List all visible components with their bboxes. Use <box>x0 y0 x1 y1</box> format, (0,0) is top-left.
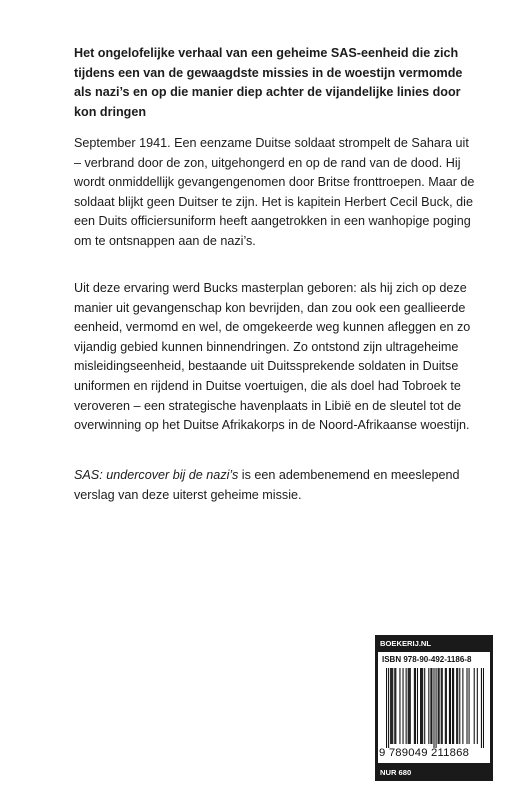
blurb-paragraph-3 <box>74 466 479 505</box>
barcode-bar <box>394 668 395 744</box>
barcode-bar <box>414 668 415 744</box>
blurb-intro: Het ongelofelijke verhaal van een geheime SAS-eenheid die zich tijdens een van de gewaagdste missies in de woestijn vermomde als nazi’s en op die manier diep achter de vijandelijke linies door kon dringen <box>74 46 463 119</box>
barcode-bar <box>442 668 443 744</box>
barcode-bar <box>392 668 393 744</box>
barcode-box <box>378 652 490 763</box>
barcode-bar <box>395 668 396 744</box>
barcode-bar <box>433 668 434 748</box>
barcode-panel <box>375 635 493 781</box>
barcode-digits: 9 789049 211868 <box>379 747 470 759</box>
barcode-bar <box>403 668 404 744</box>
barcode-bar <box>409 668 410 744</box>
barcode-bar <box>421 668 422 744</box>
isbn-label: ISBN 978-90-492-1186-8 <box>382 655 472 664</box>
barcode-bar <box>453 668 454 744</box>
barcode-bar <box>428 668 429 744</box>
barcode-bar <box>462 668 463 744</box>
barcode-bar <box>456 668 457 744</box>
blurb-paragraph-1: September 1941. Een eenzame Duitse soldaat strompelt de Sahara uit – verbrand door de zon, uitgehongerd en op de rand van de dood. Hij wordt onmiddellijk gevangengenomen door Britse fronttroepen. Maar de soldaat blijkt geen Duitser te zijn. Het is kapitein Herbert Cecil Buck, die een Duits officiersuniform heeft aangetrokken in een wanhopige poging om te ontsnappen aan de nazi’s. <box>74 136 475 248</box>
barcode-bar <box>406 668 407 744</box>
barcode-bar <box>408 668 409 744</box>
barcode-bar <box>422 668 423 744</box>
barcode-bar <box>415 668 416 744</box>
barcode-bar <box>430 668 431 744</box>
nur-code: NUR 680 <box>380 768 412 777</box>
barcode-bar <box>439 668 440 744</box>
barcode-bar <box>436 668 437 748</box>
barcode-bar <box>450 668 451 744</box>
barcode-bar <box>449 668 450 744</box>
barcode-bar <box>438 668 439 744</box>
barcode-bar <box>474 668 475 744</box>
barcode-bar <box>477 668 478 744</box>
barcode-bar <box>457 668 458 744</box>
barcode-bar <box>388 668 389 748</box>
barcode-bar <box>431 668 432 744</box>
barcode-bar <box>459 668 460 744</box>
barcode-bar <box>481 668 482 748</box>
book-title-italic: SAS: undercover bij de nazi’s <box>74 468 239 482</box>
blurb-paragraph-3-rest: is een adembenemend en meeslepend verslag van deze uiterst geheime missie. <box>74 468 460 502</box>
barcode-bar <box>399 668 400 744</box>
barcode-bar <box>410 668 411 744</box>
barcode-bar <box>391 668 392 744</box>
barcode-bar <box>445 668 446 744</box>
barcode-bar <box>424 668 425 744</box>
barcode-bar <box>483 668 484 748</box>
blurb-paragraph-2: Uit deze ervaring werd Bucks masterplan geboren: als hij zich op deze manier uit gevangenschap kon bevrijden, dan zou ook een geallieerde eenheid, vermomd en wel, de omgekeerde weg kunnen afleggen en zo vijandig gebied kunnen binnendringen. Zo ontstond zijn ultrageheime misleidingseenheid, bestaande uit Duitssprekende soldaten in Duitse uniformen en rijdend in Duitse voertuigen, die als doel had Tobroek te veroveren – een strategische havenplaats in Libië en de sleutel tot de overwinning op het Duitse Afrikakorps in de Noord-Afrikaanse woestijn. <box>74 281 471 433</box>
publisher-url: BOEKERIJ.NL <box>380 639 432 648</box>
barcode-bar <box>469 668 470 744</box>
barcode-bar <box>390 668 391 744</box>
barcode-bar <box>441 668 442 744</box>
barcode-bar <box>420 668 421 744</box>
barcode-bar <box>417 668 418 744</box>
barcode-bars <box>386 668 484 748</box>
barcode-bar <box>386 668 387 748</box>
barcode-bar <box>446 668 447 744</box>
barcode-bar <box>466 668 467 744</box>
barcode-bar <box>452 668 453 744</box>
